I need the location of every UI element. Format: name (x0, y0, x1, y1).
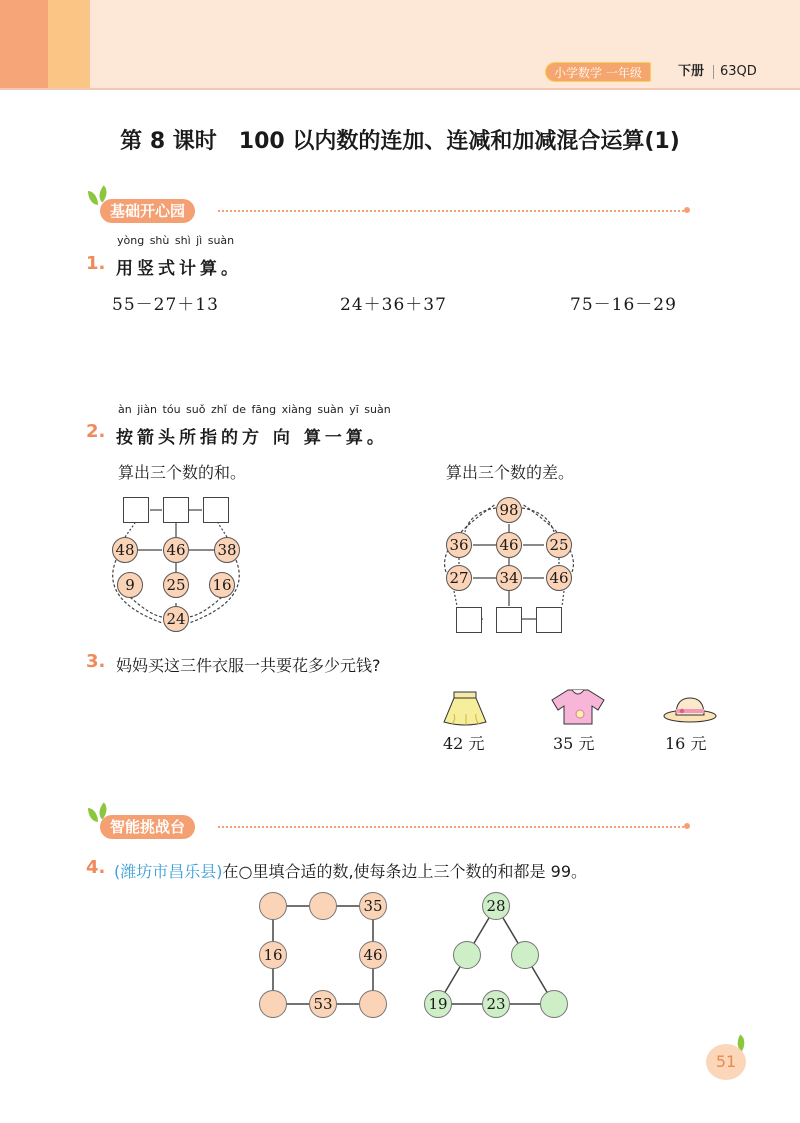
puzzle-circle: 19 (424, 990, 452, 1018)
number-circle: 36 (446, 532, 472, 558)
answer-box[interactable] (163, 497, 189, 523)
q4-text: 在○里填合适的数,使每条边上三个数的和都是 99。 (222, 862, 587, 881)
edition-code: 63QD (720, 64, 757, 79)
hat-icon (662, 694, 718, 724)
puzzle-circle[interactable] (309, 892, 337, 920)
q1-text: 用竖式计算。 (116, 259, 242, 279)
lesson-title: 第 8 课时 100 以内数的连加、连减和加减混合运算(1) (120, 129, 680, 154)
puzzle-circle: 35 (359, 892, 387, 920)
number-circle: 24 (163, 606, 189, 632)
puzzle-circle[interactable] (540, 990, 568, 1018)
header-stripe (0, 0, 48, 90)
puzzle-circle[interactable] (259, 990, 287, 1018)
leaf-icon (88, 191, 98, 205)
answer-box[interactable] (456, 607, 482, 633)
q2-number: 2. (86, 421, 106, 442)
q3-text: 妈妈买这三件衣服一共要花多少元钱? (116, 656, 381, 675)
number-circle: 46 (546, 565, 572, 591)
q3-number: 3. (86, 651, 106, 672)
puzzle-circle: 28 (482, 892, 510, 920)
q4-line (114, 859, 587, 882)
section-divider (218, 210, 684, 212)
answer-box[interactable] (496, 607, 522, 633)
q2-right-label: 算出三个数的差。 (446, 463, 575, 482)
section-banner-challenge: 智能挑战台 (100, 815, 195, 839)
puzzle-circle: 16 (259, 941, 287, 969)
q2-text: 按箭头所指的方 向 算一算。 (116, 428, 388, 448)
answer-box[interactable] (123, 497, 149, 523)
q1-number: 1. (86, 253, 106, 274)
q4-region: (潍坊市昌乐县) (114, 862, 223, 881)
page-number: 51 (706, 1044, 746, 1080)
number-circle: 9 (117, 572, 143, 598)
q1-pinyin: yòng shù shì jì suàn (117, 234, 235, 247)
section-divider-end (684, 823, 690, 829)
number-circle: 25 (546, 532, 572, 558)
number-circle: 25 (163, 572, 189, 598)
number-circle: 16 (209, 572, 235, 598)
puzzle-circle[interactable] (511, 941, 539, 969)
price-label: 16 元 (665, 734, 707, 753)
header-divider (0, 88, 800, 90)
q1-expression: 24＋36＋37 (340, 295, 447, 315)
price-label: 42 元 (443, 734, 485, 753)
q4-number: 4. (86, 857, 106, 878)
leaf-icon (88, 808, 98, 822)
volume-label: 下册 (678, 64, 705, 79)
subject-tag: 小学数学 一年级 (545, 62, 651, 82)
answer-box[interactable] (536, 607, 562, 633)
puzzle-circle: 53 (309, 990, 337, 1018)
puzzle-circle[interactable] (259, 892, 287, 920)
header-stripe (48, 0, 90, 90)
section-divider-end (684, 207, 690, 213)
section-banner-basic: 基础开心园 (100, 199, 195, 223)
number-circle: 48 (112, 537, 138, 563)
number-circle: 98 (496, 497, 522, 523)
header-separator (713, 65, 714, 79)
number-circle: 27 (446, 565, 472, 591)
section-divider (218, 826, 684, 828)
number-circle: 46 (496, 532, 522, 558)
answer-box[interactable] (203, 497, 229, 523)
number-circle: 46 (163, 537, 189, 563)
puzzle-circle: 23 (482, 990, 510, 1018)
q2-pinyin: àn jiàn tóu suǒ zhǐ de fāng xiàng suàn yī suàn (118, 403, 391, 416)
number-circle: 38 (214, 537, 240, 563)
puzzle-circle: 46 (359, 941, 387, 969)
number-circle: 34 (496, 565, 522, 591)
skirt-icon (440, 690, 490, 726)
q1-expression: 75－16－29 (570, 295, 677, 315)
puzzle-circle[interactable] (359, 990, 387, 1018)
puzzle-circle[interactable] (453, 941, 481, 969)
q2-left-label: 算出三个数的和。 (118, 463, 247, 482)
q1-expression: 55－27＋13 (112, 295, 219, 315)
shirt-icon (550, 688, 606, 726)
price-label: 35 元 (553, 734, 595, 753)
